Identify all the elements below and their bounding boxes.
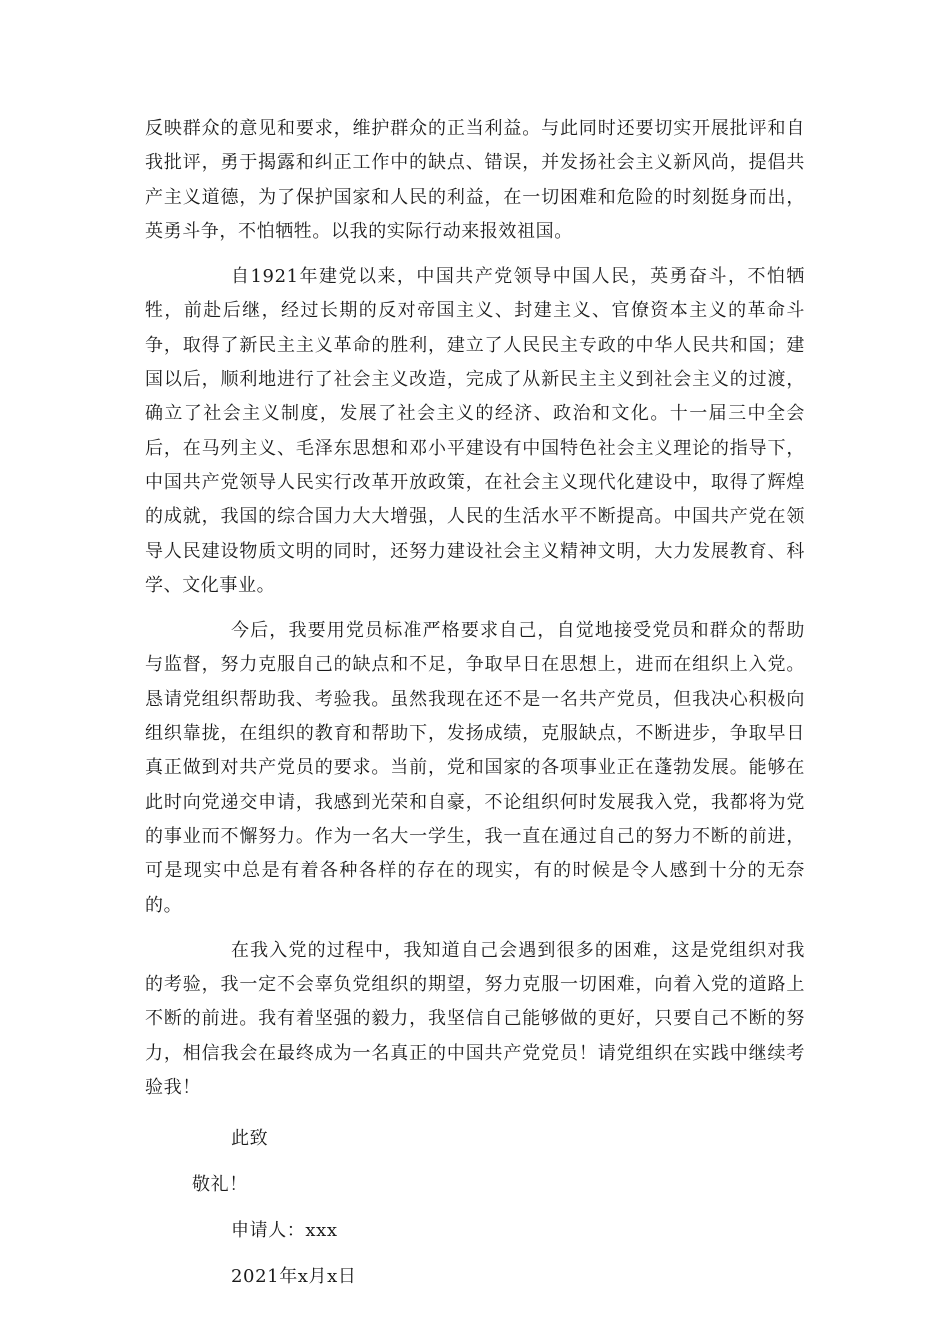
- paragraph-4: 在我入党的过程中，我知道自己会遇到很多的困难，这是党组织对我的考验，我一定不会辜负党组织的期望，努力克服一切困难，向着入党的道路上不断的前进。我有着坚强的毅力，我坚信自己能够做的更好，只要自己不断的努力，相信我会在最终成为一名真正的中国共产党党员！请党组织在实践中继续考验我！: [145, 939, 805, 1099]
- paragraph-2: 自1921年建党以来，中国共产党领导中国人民，英勇奋斗，不怕牺牲，前赴后继，经过长期的反对帝国主义、封建主义、官僚资本主义的革命斗争，取得了新民主主义革命的胜利，建立了人民民主专政的中华人民共和国；建国以后，顺利地进行了社会主义改造，完成了从新民主主义到社会主义的过渡，确立了社会主义制度，发展了社会主义的经济、政治和文化。十一届三中全会后，在马列主义、毛泽东思想和邓小平建设有中国特色社会主义理论的指导下，中国共产党领导人民实行改革开放政策，在社会主义现代化建设中，取得了辉煌的成就，我国的综合国力大大增强，人民的生活水平不断提高。中国共产党在领导人民建设物质文明的同时，还努力建设社会主义精神文明，大力发展教育、科学、文化事业。: [145, 266, 805, 596]
- closing-cizhi: 此致: [231, 1128, 269, 1150]
- application-date: 2021年x月x日: [231, 1266, 357, 1288]
- applicant-signature: 申请人：xxx: [231, 1220, 338, 1242]
- document-body: [145, 112, 805, 1300]
- closing-salute: 敬礼！: [192, 1174, 248, 1196]
- paragraph-1: 反映群众的意见和要求，维护群众的正当利益。与此同时还要切实开展批评和自我批评，勇于揭露和纠正工作中的缺点、错误，并发扬社会主义新风尚，提倡共产主义道德，为了保护国家和人民的利益，在一切困难和危险的时刻挺身而出，英勇斗争，不怕牺牲。以我的实际行动来报效祖国。: [145, 118, 805, 242]
- paragraph-3: 今后，我要用党员标准严格要求自己，自觉地接受党员和群众的帮助与监督，努力克服自己的缺点和不足，争取早日在思想上，进而在组织上入党。恳请党组织帮助我、考验我。虽然我现在还不是一名共产党员，但我决心积极向组织靠拢，在组织的教育和帮助下，发扬成绩，克服缺点，不断进步，争取早日真正做到对共产党员的要求。当前，党和国家的各项事业正在蓬勃发展。能够在此时向党递交申请，我感到光荣和自豪，不论组织何时发展我入党，我都将为党的事业而不懈努力。作为一名大一学生，我一直在通过自己的努力不断的前进，可是现实中总是有着各种各样的存在的现实，有的时候是令人感到十分的无奈的。: [145, 620, 805, 916]
